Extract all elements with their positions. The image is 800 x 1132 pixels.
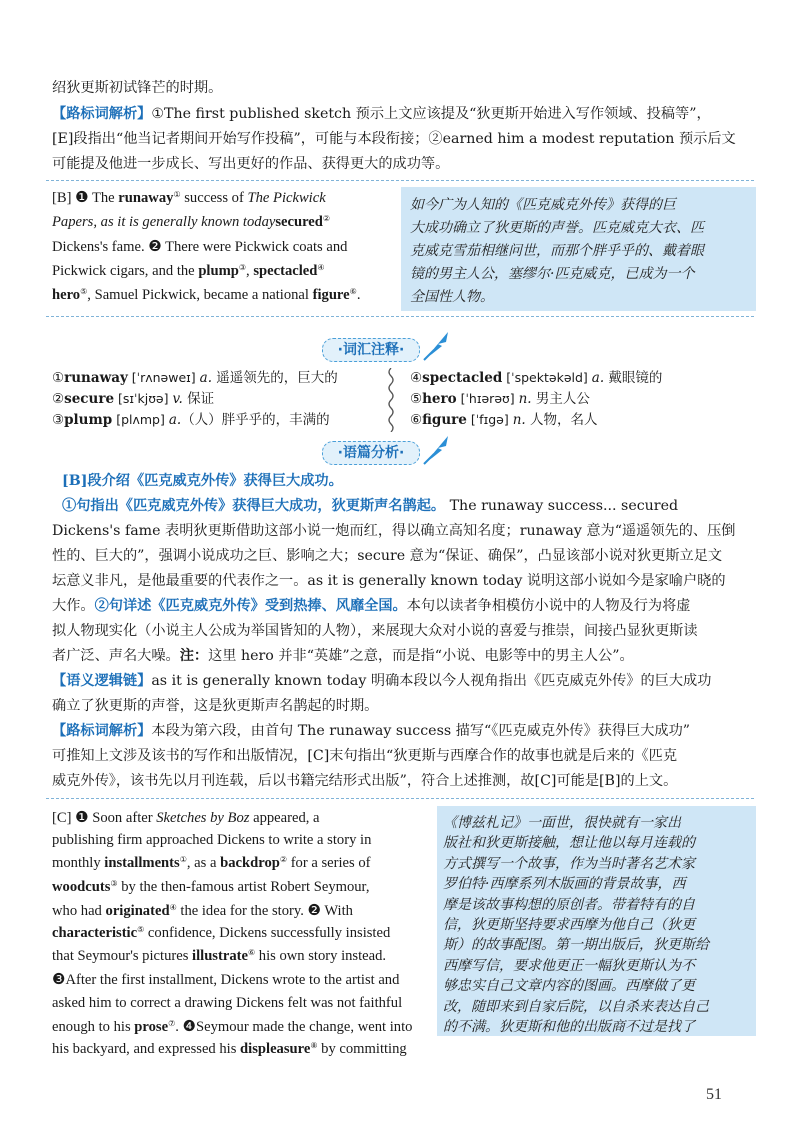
analysis-line: 拟人物现实化（小说主人公成为举国皆知的人物），来展现大众对小说的喜爱与推崇，间接凸显狄更斯读 — [52, 623, 698, 639]
signpost-b-line-1 — [52, 719, 752, 743]
text-segment: backdrop — [220, 855, 280, 872]
vocab-w: spectacled — [422, 370, 503, 386]
vocab-n: ① — [52, 370, 65, 386]
footnote-marker: ① — [179, 855, 187, 865]
text-segment: [B] — [52, 190, 76, 206]
translation-line: 改，随即来到自家后院，以自杀来表达自己 — [443, 998, 709, 1015]
english-text-line — [52, 805, 390, 829]
vocab-n: ④ — [410, 370, 423, 386]
text-segment: characteristic — [52, 925, 138, 941]
intro-continuation: 绍狄更斯初试锋芒的时期。 — [52, 80, 223, 96]
vocab-n: ⑤ — [410, 391, 423, 407]
vocab-pos: a. — [168, 412, 182, 428]
footnote-marker: ③ — [238, 262, 247, 272]
vocab-m: （人）胖乎乎的，丰满的 — [181, 412, 330, 428]
divider — [46, 180, 754, 181]
footnote-marker: ① — [173, 190, 181, 199]
translation-line: 够忠实自己文章内容的图画。西摩做了更 — [443, 978, 695, 995]
footnote-marker: ⑦ — [168, 1018, 176, 1028]
text-segment: ❷ — [307, 900, 321, 919]
translation-line: 大成功确立了狄更斯的声誉。匹克威克大衣、匹 — [410, 220, 704, 236]
text-segment: spectacled — [253, 262, 318, 279]
translation-line: 摩是该故事构想的原创者。带着特有的自 — [443, 896, 695, 913]
text-segment: that Seymour's pictures — [52, 948, 193, 965]
footnote-marker: ② — [279, 855, 288, 865]
vocab-m: 人物，名人 — [525, 412, 598, 428]
translation-line: 全国性人物。 — [410, 289, 494, 305]
vocab-pos: n. — [518, 391, 532, 407]
translation-line: 斯）的故事配图。第一期出版后，狄更斯给 — [443, 937, 709, 954]
analysis-line: 坛意义非凡，是他最重要的代表作之一。as it is generally known today 说明这部小说如今是家喻户晓的 — [52, 573, 726, 589]
text-segment: plump — [198, 262, 239, 279]
text-segment: prose — [134, 1018, 169, 1035]
analysis-highlight: ①句指出《匹克威克外传》获得巨大成功，狄更斯声名鹊起。 — [62, 498, 446, 514]
note-label: 注： — [179, 648, 209, 664]
text-segment: ❸ — [52, 970, 66, 989]
text-segment: his backyard, and expressed his — [52, 1041, 241, 1057]
footnote-marker: ④ — [317, 262, 325, 272]
logic-chain-tag: 【语义逻辑链】 — [52, 673, 152, 689]
text: ①The first published sketch 预示上文应该提及“狄更斯开始进入写作领域、投稿等”， — [151, 106, 711, 122]
vocab-m: 男主人公 — [531, 391, 590, 407]
text-segment: The — [88, 190, 119, 206]
vocab-entry — [52, 368, 338, 388]
text-segment: illustrate — [192, 948, 248, 965]
text-segment: figure — [312, 287, 350, 303]
vocab-pos: a. — [591, 370, 605, 386]
text-segment: his own story instead. — [255, 948, 387, 965]
footnote-marker: ⑥ — [349, 287, 357, 296]
divider — [46, 798, 754, 799]
text: 大作。 — [52, 598, 95, 614]
signpost-analysis-line-2: [E]段指出“他当记者期间开始写作投稿”，可能与本段衔接；②earned him a modest reputation 预示后文 — [52, 131, 736, 147]
vocab-w: plump — [64, 412, 113, 428]
text: 本句以读者争相模仿小说中的人物及行为将虚 — [406, 598, 691, 614]
translation-line: 的不满。狄更斯和他的出版商不过是找了 — [443, 1019, 695, 1035]
english-text-line — [52, 259, 390, 283]
vocab-pos: v. — [172, 391, 183, 407]
text-segment: confidence, Dickens successfully insisted — [144, 925, 391, 941]
english-text-line — [52, 967, 400, 991]
text-segment: , — [246, 262, 254, 279]
translation-line: 罗伯特·西摩系列木版画的背景故事，西 — [443, 876, 686, 893]
vocab-p: [ˈrʌnəweɪ] — [127, 370, 200, 385]
vocab-w: figure — [422, 412, 467, 428]
vocab-w: hero — [422, 391, 457, 407]
english-text-line — [52, 283, 390, 307]
text-segment: monthly — [52, 855, 105, 872]
footnote-marker: ⑤ — [137, 925, 145, 934]
text-segment: originated — [105, 902, 170, 919]
analysis-line — [52, 644, 752, 668]
english-text-line — [52, 991, 403, 1015]
vocab-p: [ˈspektəkəld] — [502, 370, 592, 385]
english-text-line — [52, 898, 390, 922]
signpost-tag: 【路标词解析】 — [52, 723, 152, 739]
vocab-entry — [410, 389, 590, 409]
text-segment: , as a — [186, 855, 221, 872]
text-segment: Seymour made the change, went into — [196, 1018, 413, 1035]
quill-icon — [422, 432, 452, 466]
translation-line: 信，狄更斯坚持要求西摩为他自己（狄更 — [443, 917, 695, 933]
quill-icon — [422, 328, 452, 362]
text-segment: enough to his — [52, 1018, 135, 1035]
english-text-line — [52, 921, 390, 945]
text-segment: Pickwick cigars, and the — [52, 262, 199, 279]
footnote-marker: ② — [322, 213, 331, 223]
analysis-line — [62, 494, 762, 518]
text-segment: publishing firm approached Dickens to write a story in — [52, 832, 372, 849]
translation-line: 《博兹札记》一面世，很快就有一家出 — [443, 815, 681, 831]
text-segment: by committing — [317, 1041, 407, 1057]
text: 者广泛、声名大噪。 — [52, 648, 180, 664]
analysis-title: ·语篇分析· — [322, 441, 420, 465]
text-segment: , Samuel Pickwick, became a national — [87, 287, 313, 303]
text-segment: ❷ — [148, 237, 162, 255]
text-segment: The Pickwick — [247, 190, 326, 206]
divider — [46, 316, 754, 317]
chain-divider-icon — [386, 368, 396, 432]
signpost-analysis-line-1 — [52, 102, 752, 126]
text-segment: Sketches by Boz — [156, 810, 250, 826]
signpost-b-line-2: 可推知上文涉及该书的写作和出版情况，[C]末句指出“狄更斯与西摩合作的故事也就是后来的《匹克 — [52, 748, 678, 764]
text-segment: hero — [52, 287, 81, 303]
logic-chain-line-2: 确立了狄更斯的声誉，这是狄更斯声名鹊起的时期。 — [52, 698, 379, 714]
vocab-p: [plʌmp] — [112, 412, 169, 427]
text-segment: woodcuts — [52, 878, 111, 895]
footnote-marker: ⑧ — [310, 1041, 318, 1050]
text-segment: who had — [52, 902, 106, 919]
english-text-line — [52, 828, 390, 852]
vocab-p: [sɪˈkjʊə] — [114, 391, 173, 406]
vocab-title: ·词汇注释· — [322, 338, 420, 362]
text-segment: . — [356, 287, 361, 303]
footnote-marker: ⑥ — [247, 948, 256, 958]
text-segment: the idea for the story. — [176, 902, 308, 919]
english-text-line — [52, 1014, 413, 1038]
text-segment: There were Pickwick coats and — [161, 239, 348, 255]
text-segment: displeasure — [240, 1041, 311, 1057]
translation-line: 版社和狄更斯接触，想让他以每月连载的 — [443, 835, 695, 852]
vocab-pos: n. — [512, 412, 526, 428]
text-segment: ❹ — [182, 1016, 197, 1035]
vocab-n: ③ — [52, 412, 65, 428]
text-segment: asked him to correct a drawing Dickens felt was not faithful — [52, 994, 403, 1011]
vocab-n: ② — [52, 391, 65, 407]
text-segment: Papers, as it is generally known today — [52, 213, 276, 230]
english-text-line — [52, 875, 390, 899]
translation-line: 克威克雪茄相继问世，而那个胖乎乎的、戴着眼 — [410, 243, 704, 259]
text-segment: Dickens's fame. — [52, 239, 149, 255]
vocab-p: [ˈhɪərəʊ] — [456, 391, 519, 406]
analysis-heading-text: [B]段介绍《匹克威克外传》获得巨大成功。 — [62, 473, 343, 489]
text: 本段为第六段，由首句 The runaway success 描写“《匹克威克外传》获得巨大成功” — [151, 723, 691, 739]
vocab-pos: a. — [199, 370, 213, 386]
vocab-entry — [52, 410, 330, 430]
text-segment: . — [175, 1018, 183, 1035]
vocab-w: secure — [64, 391, 115, 407]
text-segment: secured — [275, 213, 323, 230]
vocab-entry — [410, 410, 598, 430]
text-segment: With — [320, 902, 353, 919]
vocab-m: 保证 — [182, 391, 215, 407]
english-text-line — [52, 1037, 407, 1061]
text-segment: Soon after — [88, 810, 157, 826]
analysis-heading — [62, 469, 762, 493]
page-number: 51 — [706, 1086, 722, 1103]
text-segment: ❶ — [75, 808, 89, 826]
vocab-n: ⑥ — [410, 412, 423, 428]
vocab-entry — [52, 389, 214, 409]
text-segment: ❶ — [75, 188, 89, 206]
text-segment: success of — [180, 190, 248, 206]
english-text-line — [52, 210, 390, 234]
text: The runaway success... secured — [449, 498, 679, 514]
text-segment: for a series of — [287, 855, 371, 872]
signpost-b-line-3: 威克外传》，该书先以月刊连载，后以书籍完结形式出版”，符合上述推测，故[C]可能是[B]的上文。 — [52, 773, 678, 789]
text-segment: runaway — [118, 190, 174, 206]
text-segment: appeared, a — [249, 810, 320, 826]
analysis-line — [52, 594, 752, 618]
signpost-tag: 【路标词解析】 — [52, 106, 152, 122]
text-segment: installments — [104, 855, 180, 872]
footnote-marker: ③ — [110, 878, 118, 888]
text: 这里 hero 并非“英雄”之意，而是指“小说、电影等中的男主人公”。 — [208, 648, 634, 664]
analysis-line: 性的、巨大的”，强调小说成功之巨、影响之大；secure 意为“保证、确保”，凸显该部小说对狄更斯立足文 — [52, 548, 723, 564]
analysis-highlight: ②句详述《匹克威克外传》受到热捧、风靡全国。 — [94, 598, 407, 614]
translation-line: 如今广为人知的《匹克威克外传》获得的巨 — [410, 197, 676, 213]
analysis-line: Dickens's fame 表明狄更斯借助这部小说一炮而红，得以确立高知名度；runaway 意为“遥遥领先的、压倒 — [52, 523, 736, 539]
text-segment: [C] — [52, 810, 76, 826]
text-segment: After the first installment, Dickens wrote to the artist and — [65, 972, 400, 989]
footnote-marker: ④ — [169, 902, 177, 912]
translation-line: 镜的男主人公，塞缪尔·匹克威克，已成为一个 — [410, 266, 695, 282]
text-segment: by the then-famous artist Robert Seymour, — [117, 878, 370, 895]
translation-line: 西摩写信，要求他更正一幅狄更斯认为不 — [443, 957, 695, 974]
text: as it is generally known today 明确本段以今人视角指出《匹克威克外传》的巨大成功 — [151, 673, 712, 689]
vocab-p: [ˈfɪgə] — [466, 412, 513, 427]
vocab-m: 遥遥领先的，巨大的 — [212, 370, 338, 386]
vocab-w: runaway — [64, 370, 128, 386]
footnote-marker: ⑤ — [80, 287, 88, 296]
vocab-entry — [410, 368, 662, 388]
english-text-line — [52, 185, 390, 209]
translation-line: 方式撰写一个故事，作为当时著名艺术家 — [443, 855, 695, 872]
logic-chain-line-1 — [52, 669, 752, 693]
english-text-line — [52, 851, 390, 875]
english-text-line — [52, 944, 390, 968]
vocab-m: 戴眼镜的 — [604, 370, 663, 386]
english-text-line — [52, 234, 390, 258]
signpost-analysis-line-3: 可能提及他进一步成长、写出更好的作品、获得更大的成功等。 — [52, 156, 450, 172]
